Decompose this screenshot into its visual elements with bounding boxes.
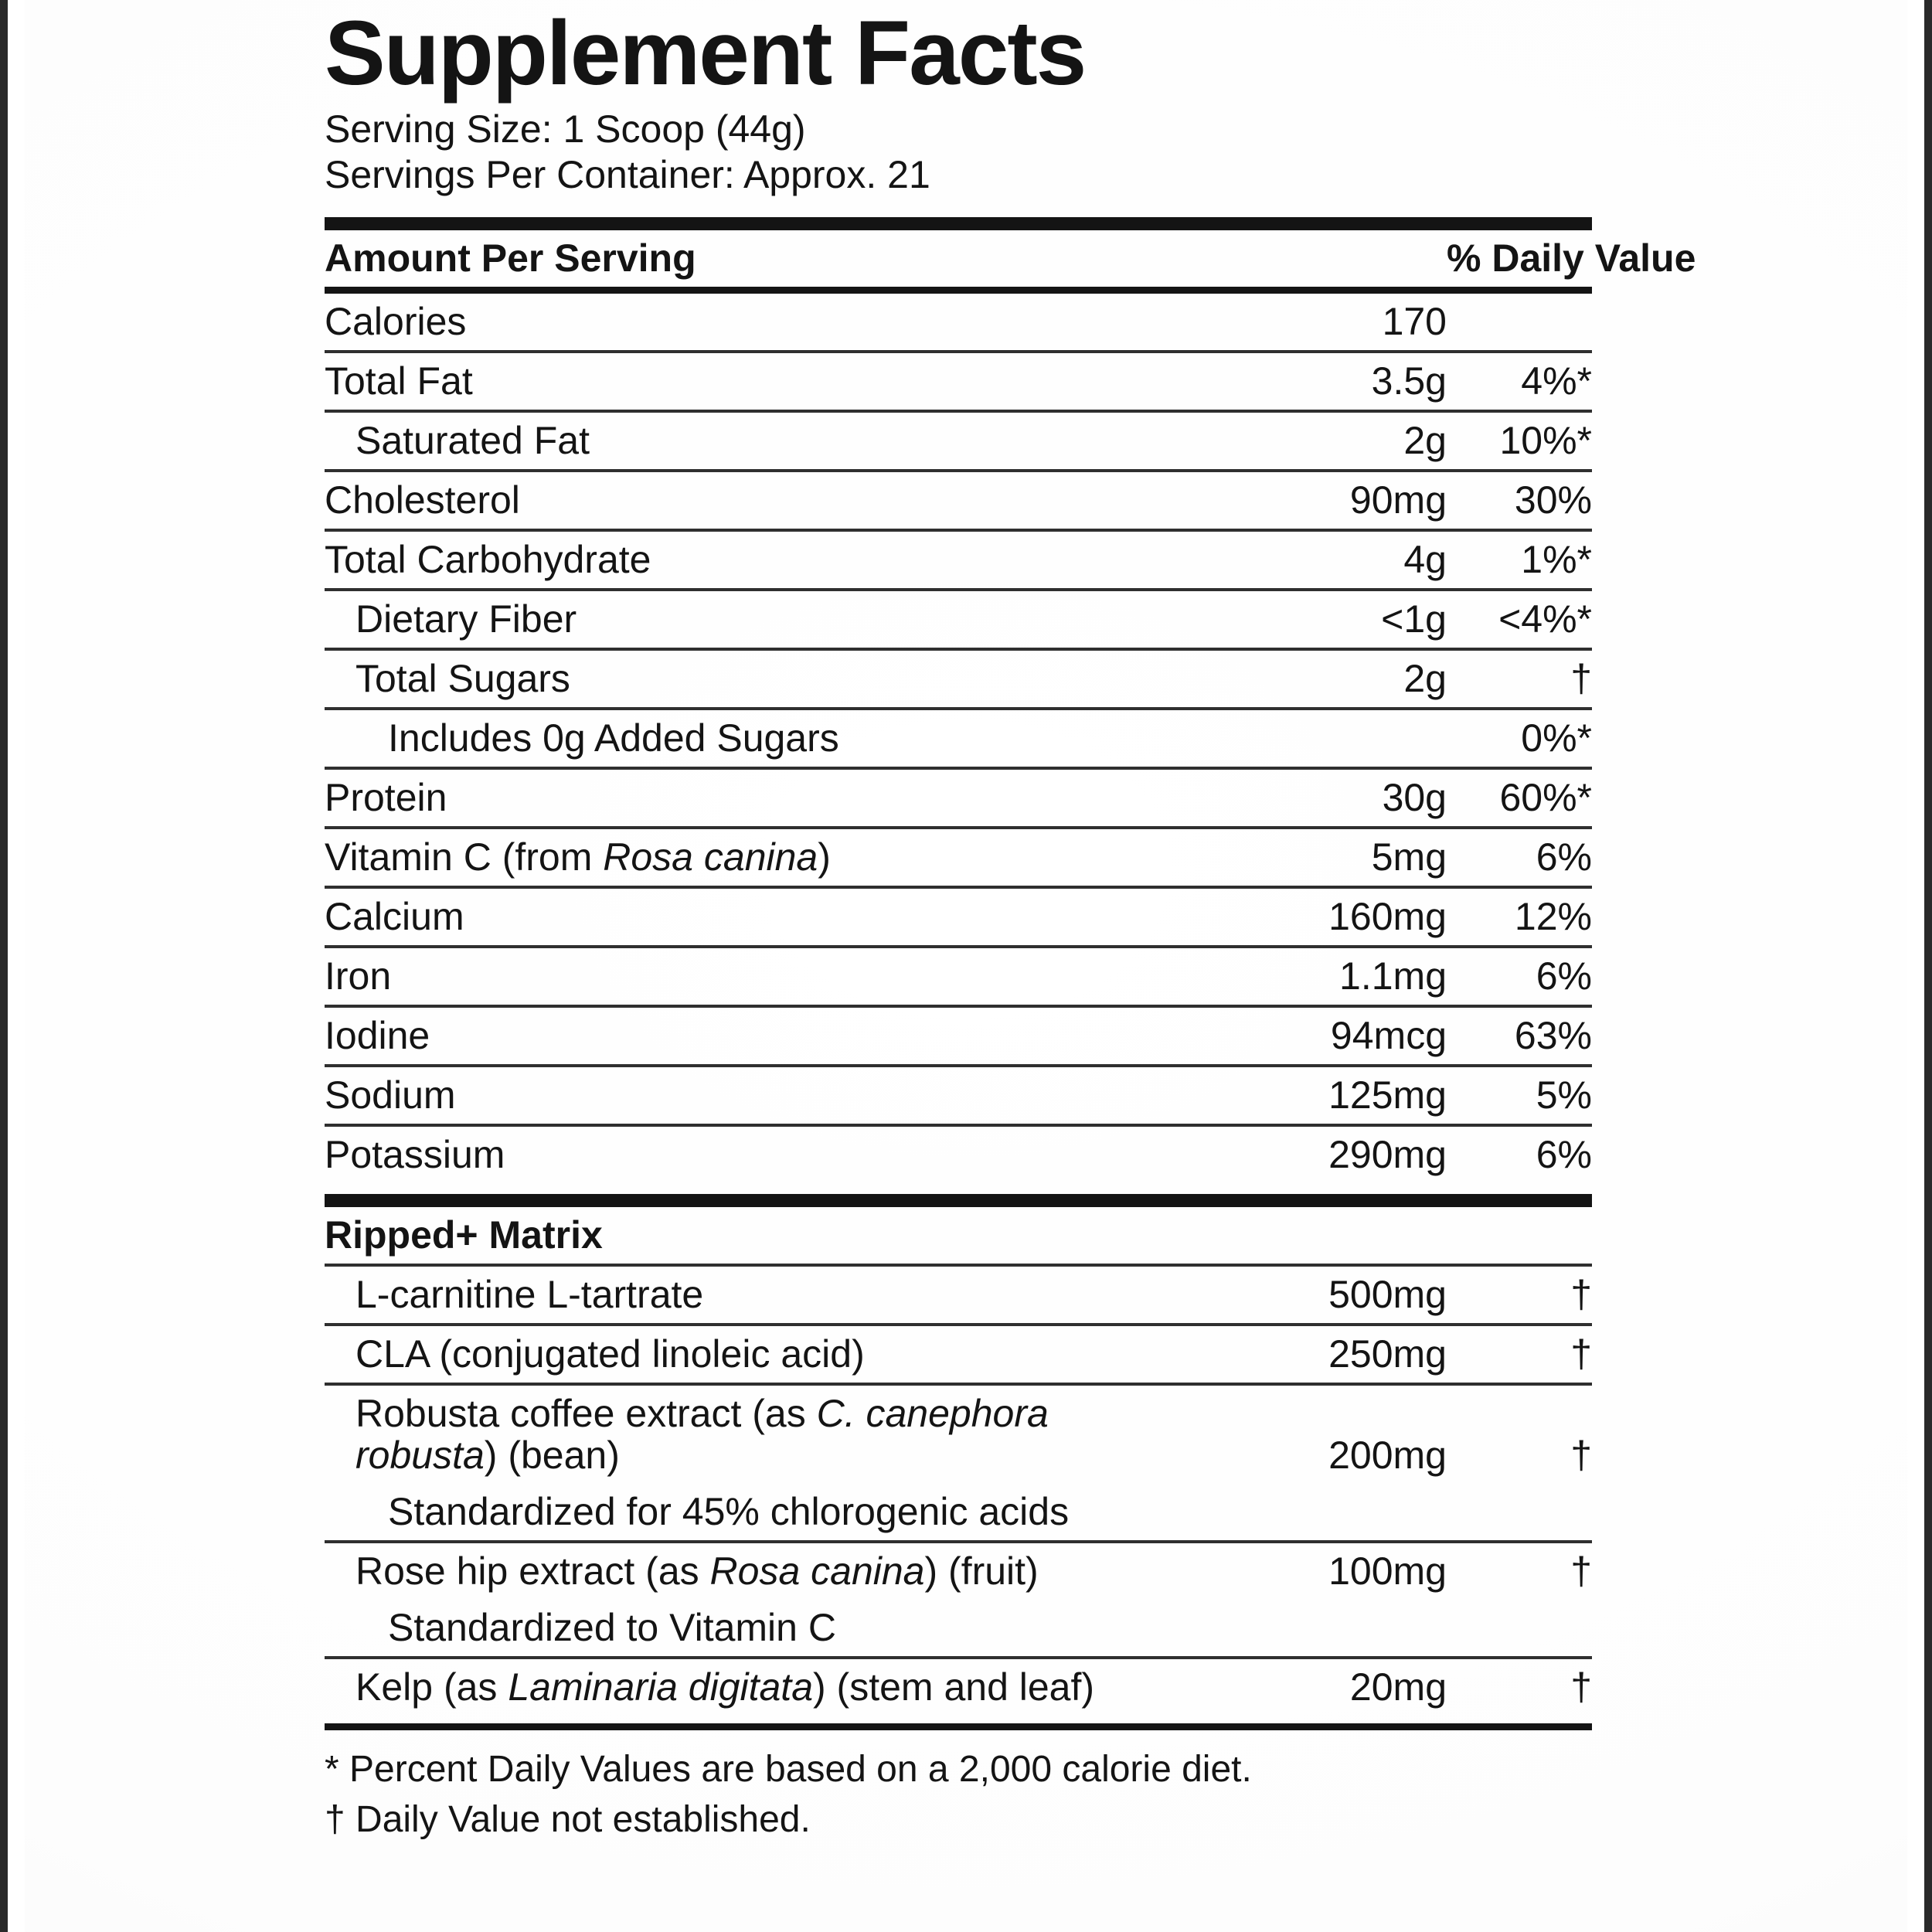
table-row <box>325 1325 1592 1384</box>
nutrient-amount: 94mcg <box>1192 1006 1447 1066</box>
nutrient-amount: 2g <box>1192 649 1447 709</box>
rule-under-header <box>325 287 1592 294</box>
ingredient-amount: 100mg <box>1328 1549 1447 1593</box>
nutrient-dv: 30% <box>1447 471 1592 530</box>
ingredient-note-spacer <box>1192 1484 1447 1542</box>
nutrient-dv: 12% <box>1447 887 1592 947</box>
table-row <box>325 352 1592 411</box>
ingredient-amount: 20mg <box>1349 1665 1447 1709</box>
ingredient-dv: † <box>1447 1325 1592 1384</box>
ingredient-dv: † <box>1570 1549 1592 1593</box>
label-left-edge <box>0 0 8 1932</box>
nutrient-dv <box>1447 294 1592 352</box>
ingredient-amount: 500mg <box>1192 1265 1447 1325</box>
nutrient-amount: 1.1mg <box>1192 947 1447 1006</box>
nutrient-amount: 30g <box>1192 768 1447 828</box>
nutrient-name: Calories <box>325 294 1192 352</box>
header-daily-value: % Daily Value <box>1447 236 1696 280</box>
nutrient-dv: 10%* <box>1447 411 1592 471</box>
nutrient-dv: † <box>1447 649 1592 709</box>
panel-title: Supplement Facts <box>325 2 1086 104</box>
nutrient-dv: 1%* <box>1447 530 1592 590</box>
nutrient-name: Potassium <box>325 1133 505 1176</box>
ingredient-note-spacer <box>1192 1600 1447 1658</box>
ingredient-note: Standardized for 45% chlorogenic acids <box>325 1484 1192 1542</box>
footnote-asterisk: * Percent Daily Values are based on a 2,000 calorie diet. <box>325 1749 1252 1790</box>
table-row <box>325 1542 1592 1600</box>
table-row <box>325 1265 1592 1325</box>
nutrient-amount: 4g <box>1192 530 1447 590</box>
ingredient-note-spacer-dv <box>1447 1484 1592 1542</box>
nutrient-amount: 290mg <box>1328 1133 1447 1176</box>
nutrient-dv: 5% <box>1447 1066 1592 1125</box>
nutrient-name: Saturated Fat <box>325 411 1192 471</box>
table-row <box>325 530 1592 590</box>
table-row <box>325 471 1592 530</box>
label-left-inner-margin <box>8 0 25 1932</box>
matrix-title: Ripped+ Matrix <box>325 1207 1192 1265</box>
rule-top-thick <box>325 217 1592 230</box>
table-row <box>325 828 1592 887</box>
supplement-facts-panel <box>325 0 1696 1932</box>
label-right-edge <box>1924 0 1932 1932</box>
nutrient-dv: 6% <box>1447 947 1592 1006</box>
ingredient-dv: † <box>1570 1665 1592 1709</box>
nutrient-amount: 5mg <box>1192 828 1447 887</box>
nutrient-dv: 4%* <box>1447 352 1592 411</box>
table-header-row <box>325 230 1592 287</box>
nutrient-name: Total Fat <box>325 352 1192 411</box>
ingredient-name: Kelp (as Laminaria digitata) (stem and leaf) <box>355 1665 1095 1709</box>
nutrient-amount: 160mg <box>1192 887 1447 947</box>
ingredient-dv: † <box>1447 1265 1592 1325</box>
nutrient-dv: <4%* <box>1447 590 1592 649</box>
nutrient-amount: <1g <box>1192 590 1447 649</box>
nutrient-amount: 125mg <box>1192 1066 1447 1125</box>
nutrient-dv: 6% <box>1447 828 1592 887</box>
table-row <box>325 1066 1592 1125</box>
nutrient-amount: 90mg <box>1192 471 1447 530</box>
table-row <box>325 294 1592 352</box>
table-row <box>325 1658 1592 1716</box>
table-row <box>325 1484 1592 1542</box>
serving-size: Serving Size: 1 Scoop (44g) <box>325 107 806 151</box>
ingredient-note-spacer-dv <box>1447 1600 1592 1658</box>
table-row <box>325 947 1592 1006</box>
nutrient-name: Dietary Fiber <box>325 590 1192 649</box>
ingredient-name: CLA (conjugated linoleic acid) <box>325 1325 1192 1384</box>
table-row <box>325 768 1592 828</box>
table-row <box>325 411 1592 471</box>
table-row <box>325 590 1592 649</box>
ingredient-name: Rose hip extract (as Rosa canina) (fruit) <box>355 1549 1039 1593</box>
nutrient-name: Includes 0g Added Sugars <box>325 709 1192 768</box>
ingredient-dv: † <box>1570 1434 1592 1477</box>
ingredient-amount: 250mg <box>1192 1325 1447 1384</box>
table-row <box>325 1600 1592 1658</box>
nutrient-name: Vitamin C (from Rosa canina) <box>325 828 1192 887</box>
footnotes <box>325 1747 1592 1842</box>
table-row <box>325 649 1592 709</box>
nutrient-amount: 2g <box>1192 411 1447 471</box>
matrix-title-spacer-dv <box>1447 1207 1592 1265</box>
nutrient-name: Sodium <box>325 1066 1192 1125</box>
nutrient-name: Calcium <box>325 887 1192 947</box>
header-spacer <box>1192 230 1447 287</box>
table-row <box>325 1006 1592 1066</box>
nutrient-amount <box>1192 709 1447 768</box>
nutrient-dv: 0%* <box>1447 709 1592 768</box>
nutrition-table <box>325 230 1696 287</box>
nutrient-name: Cholesterol <box>325 471 1192 530</box>
nutrient-name: Total Sugars <box>325 649 1192 709</box>
nutrient-amount: 170 <box>1192 294 1447 352</box>
nutrient-name: Protein <box>325 768 1192 828</box>
nutrient-name: Total Carbohydrate <box>325 530 1192 590</box>
servings-per-container: Servings Per Container: Approx. 21 <box>325 152 930 196</box>
table-row <box>325 709 1592 768</box>
matrix-title-spacer <box>1192 1207 1447 1265</box>
rule-below-matrix <box>325 1723 1592 1730</box>
nutrient-dv: 6% <box>1536 1133 1592 1176</box>
nutrient-dv: 60%* <box>1447 768 1592 828</box>
rule-above-matrix <box>325 1194 1592 1207</box>
nutrients-table <box>325 294 1592 1183</box>
table-row <box>325 887 1592 947</box>
ingredient-name: L-carnitine L-tartrate <box>325 1265 1192 1325</box>
ingredient-note: Standardized to Vitamin C <box>325 1600 1192 1658</box>
ingredient-name: Robusta coffee extract (as C. canephora robusta) (bean) <box>355 1392 1049 1477</box>
header-amount-per-serving: Amount Per Serving <box>325 236 696 280</box>
nutrient-amount: 3.5g <box>1192 352 1447 411</box>
ingredient-amount: 200mg <box>1328 1434 1447 1477</box>
matrix-title-row <box>325 1207 1592 1265</box>
label-right-inner-margin <box>1907 0 1924 1932</box>
table-row <box>325 1125 1592 1183</box>
nutrient-dv: 63% <box>1447 1006 1592 1066</box>
nutrient-name: Iodine <box>325 1006 1192 1066</box>
table-row <box>325 1384 1592 1484</box>
matrix-table <box>325 1207 1592 1716</box>
nutrient-name: Iron <box>325 947 1192 1006</box>
footnote-dagger: † Daily Value not established. <box>325 1798 811 1840</box>
